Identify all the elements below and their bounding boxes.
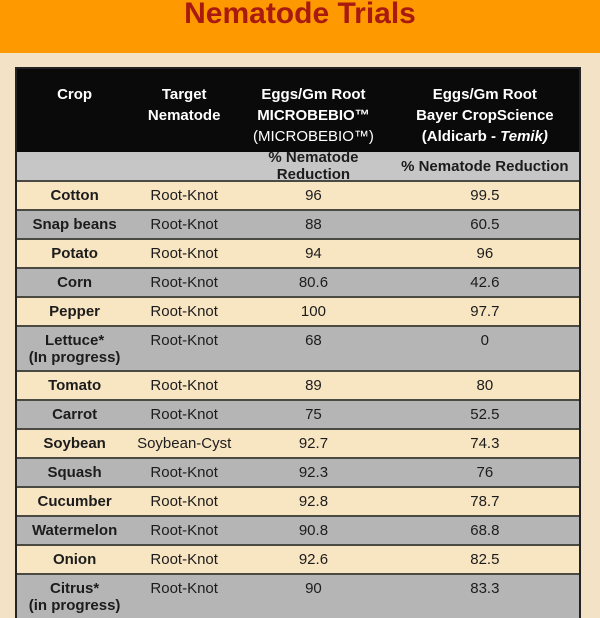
bayer-value-cell: 82.5: [470, 551, 500, 568]
target-nematode-cell: Root-Knot: [150, 332, 218, 349]
crop-name: Squash: [47, 464, 102, 481]
crop-name: Watermelon: [31, 522, 118, 539]
crop-name: Cucumber: [37, 493, 112, 510]
table-row: [17, 370, 579, 399]
crop-cell: [17, 327, 132, 370]
bayer-value-cell: 83.3: [470, 580, 500, 597]
crop-name: Onion: [52, 551, 97, 568]
microbebio-value-cell: 92.7: [298, 435, 329, 452]
header-microbebio-line1: Eggs/Gm Root: [261, 86, 366, 103]
target-nematode-cell: Root-Knot: [150, 580, 218, 597]
target-nematode-cell: Root-Knot: [150, 493, 218, 510]
slide-title: Nematode Trials: [184, 0, 416, 30]
title-banner: [0, 0, 600, 53]
crop-cell: [17, 459, 132, 486]
crop-name: Potato: [51, 245, 98, 262]
table-row: [17, 296, 579, 325]
crop-name: Pepper: [49, 303, 101, 320]
microbebio-value-cell: 94: [305, 245, 322, 262]
crop-name: Cotton: [50, 187, 99, 204]
crop-cell: [17, 575, 132, 618]
table-row: [17, 399, 579, 428]
microbebio-value-cell: 80.6: [298, 274, 329, 291]
table-body: [17, 180, 579, 618]
crop-cell: [17, 240, 132, 267]
target-nematode-cell: Root-Knot: [150, 187, 218, 204]
crop-name: Tomato: [48, 377, 102, 394]
table-header-row: [17, 69, 579, 152]
crop-cell: [17, 182, 132, 209]
bayer-value-cell: 74.3: [470, 435, 500, 452]
crop-name: Snap beans: [32, 216, 117, 233]
temik-italic-label: Temik): [500, 128, 548, 145]
crop-cell: [17, 430, 132, 457]
subheader-bayer-reduction: % Nematode Reduction: [401, 157, 569, 175]
microbebio-value-cell: 75: [305, 406, 322, 423]
microbebio-value-cell: 92.8: [298, 493, 329, 510]
crop-cell: [17, 401, 132, 428]
microbebio-value-cell: 90.8: [298, 522, 329, 539]
target-nematode-cell: Soybean-Cyst: [137, 435, 232, 452]
table-row: [17, 544, 579, 573]
microbebio-value-cell: 92.3: [298, 464, 329, 481]
bayer-value-cell: 52.5: [470, 406, 500, 423]
microbebio-value-cell: 68: [305, 332, 322, 349]
header-bayer-line2: Bayer CropScience: [416, 107, 554, 124]
crop-cell: [17, 269, 132, 296]
header-bayer-line3: (Aldicarb - Temik): [421, 128, 548, 145]
table-row: [17, 573, 579, 618]
crop-name: Carrot: [52, 406, 98, 423]
microbebio-value-cell: 92.6: [298, 551, 329, 568]
table-row: [17, 209, 579, 238]
microbebio-value-cell: 89: [305, 377, 322, 394]
crop-cell: [17, 517, 132, 544]
target-nematode-cell: Root-Knot: [150, 274, 218, 291]
table-row: [17, 515, 579, 544]
bayer-value-cell: 97.7: [470, 303, 500, 320]
crop-cell: [17, 372, 132, 399]
crop-progress-note: (in progress): [28, 597, 121, 614]
header-target-nematode: Target Nematode: [147, 86, 221, 124]
crop-name: Lettuce*: [45, 332, 105, 349]
bayer-value-cell: 42.6: [470, 274, 500, 291]
bayer-value-cell: 0: [480, 332, 490, 349]
table-row: [17, 267, 579, 296]
bayer-value-cell: 96: [476, 245, 494, 262]
target-nematode-cell: Root-Knot: [150, 406, 218, 423]
header-bayer-line1: Eggs/Gm Root: [432, 86, 537, 103]
header-microbebio: [236, 84, 391, 152]
microbebio-value-cell: 100: [300, 303, 326, 320]
microbebio-value-cell: 96: [305, 187, 322, 204]
bayer-value-cell: 76: [476, 464, 494, 481]
target-nematode-cell: Root-Knot: [150, 245, 218, 262]
crop-name: Corn: [57, 274, 93, 291]
table-row: [17, 325, 579, 370]
target-nematode-cell: Root-Knot: [150, 216, 218, 233]
crop-name: Soybean: [43, 435, 106, 452]
target-nematode-cell: Root-Knot: [150, 303, 218, 320]
target-nematode-cell: Root-Knot: [150, 551, 218, 568]
target-nematode-cell: Root-Knot: [150, 464, 218, 481]
header-microbebio-line3: (MICROBEBIO™): [253, 128, 374, 145]
target-nematode-cell: Root-Knot: [150, 522, 218, 539]
table-row: [17, 238, 579, 267]
bayer-value-cell: 78.7: [470, 493, 500, 510]
target-nematode-cell: Root-Knot: [150, 377, 218, 394]
header-crop: Crop: [57, 86, 93, 103]
bayer-value-cell: 80: [476, 377, 494, 394]
crop-name: Citrus*: [50, 580, 100, 597]
table-row: [17, 457, 579, 486]
header-microbebio-line2: MICROBEBIO™: [257, 107, 370, 124]
bayer-value-cell: 99.5: [470, 187, 500, 204]
subheader-microbebio-reduction: % Nematode Reduction: [268, 149, 359, 183]
subheader-row: [17, 149, 579, 183]
crop-cell: [17, 546, 132, 573]
crop-cell: [17, 488, 132, 515]
crop-cell: [17, 211, 132, 238]
table-row: [17, 428, 579, 457]
bayer-value-cell: 60.5: [470, 216, 500, 233]
microbebio-value-cell: 90: [305, 580, 322, 597]
header-bayer: [391, 84, 579, 152]
nematode-trials-table: [15, 67, 581, 618]
table-row: [17, 180, 579, 209]
microbebio-value-cell: 88: [305, 216, 322, 233]
table-row: [17, 486, 579, 515]
crop-cell: [17, 298, 132, 325]
crop-progress-note: (In progress): [28, 349, 121, 366]
bayer-value-cell: 68.8: [470, 522, 500, 539]
